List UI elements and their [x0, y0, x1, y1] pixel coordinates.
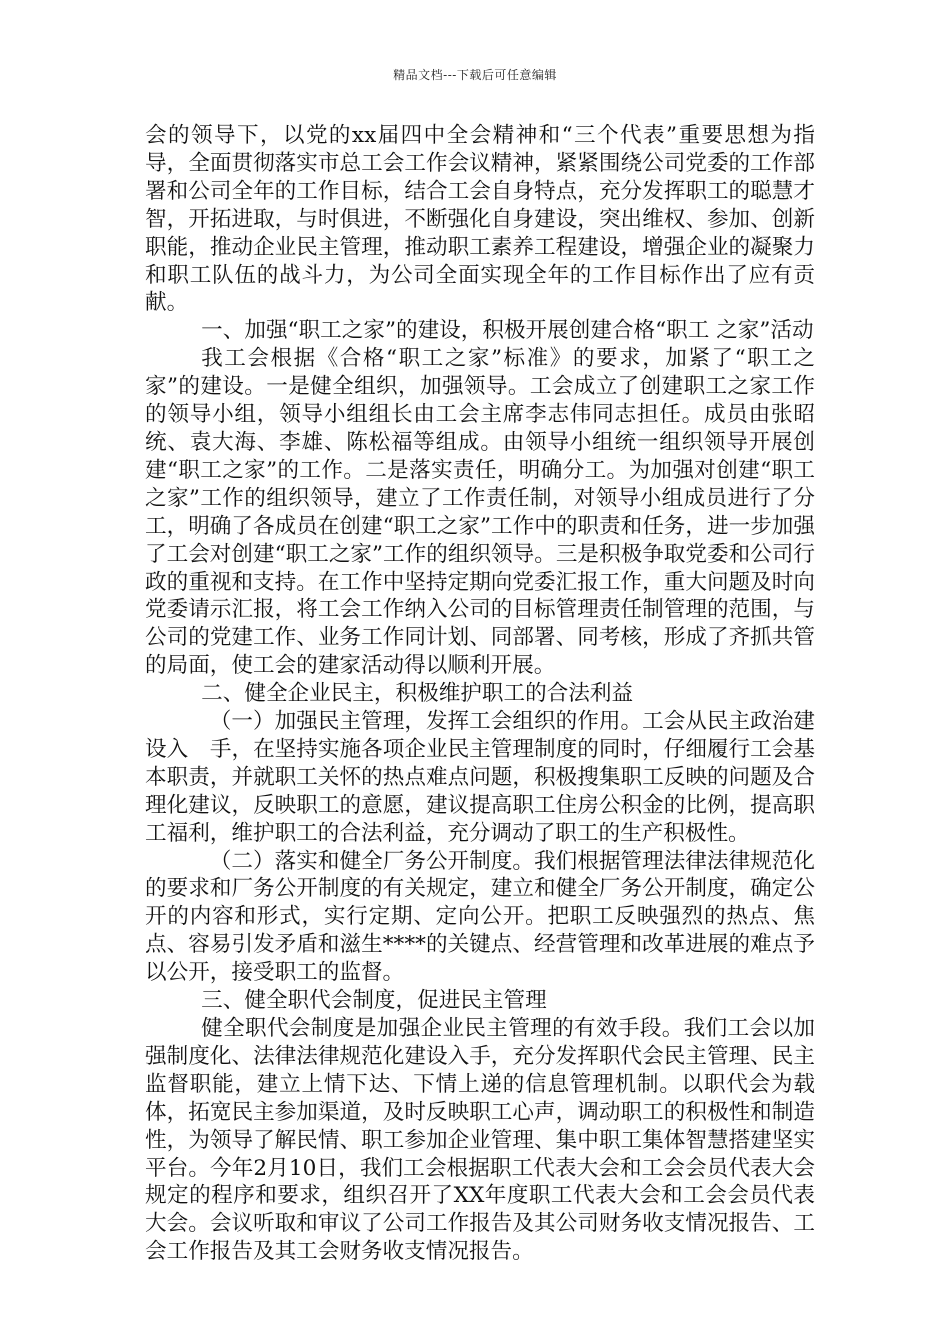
section-heading-1: 一、加强“职工之家”的建设，积极开展创建合格“职工 之家”活动 [201, 318, 814, 344]
paragraph-section-2-item-2: （二）落实和健全厂务公开制度。我们根据管理法律法律规范化的要求和厂务公开制度的有关规定，建立和健全厂务公开制度，确定公开的内容和形式，实行定期、定向公开。把职工反映强烈的热点、焦点、容易引发矛盾和滋生****的关键点、经营管理和改革进展的难点予以公开，接受职工的监督。 [145, 848, 815, 986]
paragraph-section-2-item-1: （一）加强民主管理，发挥工会组织的作用。工会从民主政治建设入 手，在坚持实施各项企业民主管理制度的同时，仔细履行工会基本职责，并就职工关怀的热点难点问题，积极搜集职工反映的问题及合理化建议，反映职工的意愿，建议提高职工住房公积金的比例，提高职工福利，维护职工的合法利益，充分调动了职工的生产积极性。 [145, 709, 815, 846]
paragraph-section-1: 我工会根据《合格“职工之家”标准》的要求，加紧了“职工之家”的建设。一是健全组织，加强领导。工会成立了创建职工之家工作的领导小组，领导小组组长由工会主席李志伟同志担任。成员由张昭统、袁大海、李雄、陈松福等组成。由领导小组统一组织领导开展创建“职工之家”的工作。二是落实责任，明确分工。为加强对创建“职工之家”工作的组织领导，建立了工作责任制，对领导小组成员进行了分工，明确了各成员在创建“职工之家”工作中的职责和任务，进一步加强了工会对创建“职工之家”工作的组织领导。三是积极争取党委和公司行政的重视和支持。在工作中坚持定期向党委汇报工作，重大问题及时向党委请示汇报，将工会工作纳入公司的目标管理责任制管理的范围，与公司的党建工作、业务工作同计划、同部署、同考核，形成了齐抓共管的局面，使工会的建家活动得以顺利开展。 [145, 346, 815, 679]
document-body [145, 122, 815, 1266]
paragraph-intro: 会的领导下，以党的xx届四中全会精神和“三个代表”重要思想为指导，全面贯彻落实市总工会工作会议精神，紧紧围绕公司党委的工作部署和公司全年的工作目标，结合工会自身特点，充分发挥职工的聪慧才智，开拓进取，与时俱进，不断强化自身建设，突出维权、参加、创新职能，推动企业民主管理，推动职工素养工程建设，增强企业的凝聚力和职工队伍的战斗力，为公司全面实现全年的工作目标作出了应有贡献。 [145, 123, 815, 316]
page-header: 精品文档---下载后可任意编辑 [393, 68, 557, 82]
section-heading-2: 二、健全企业民主，积极维护职工的合法利益 [201, 681, 634, 707]
section-heading-3: 三、健全职代会制度，促进民主管理 [201, 988, 547, 1014]
paragraph-section-3: 健全职代会制度是加强企业民主管理的有效手段。我们工会以加强制度化、法律法律规范化建设入手，充分发挥职代会民主管理、民主监督职能，建立上情下达、下情上递的信息管理机制。以职代会为载体，拓宽民主参加渠道，及时反映职工心声，调动职工的积极性和制造性，为领导了解民情、职工参加企业管理、集中职工集体智慧搭建坚实平台。今年2月10日，我们工会根据职工代表大会和工会会员代表大会规定的程序和要求，组织召开了XX年度职工代表大会和工会会员代表大会。会议听取和审议了公司工作报告及其公司财务收支情况报告、工会工作报告及其工会财务收支情况报告。 [145, 1016, 815, 1265]
